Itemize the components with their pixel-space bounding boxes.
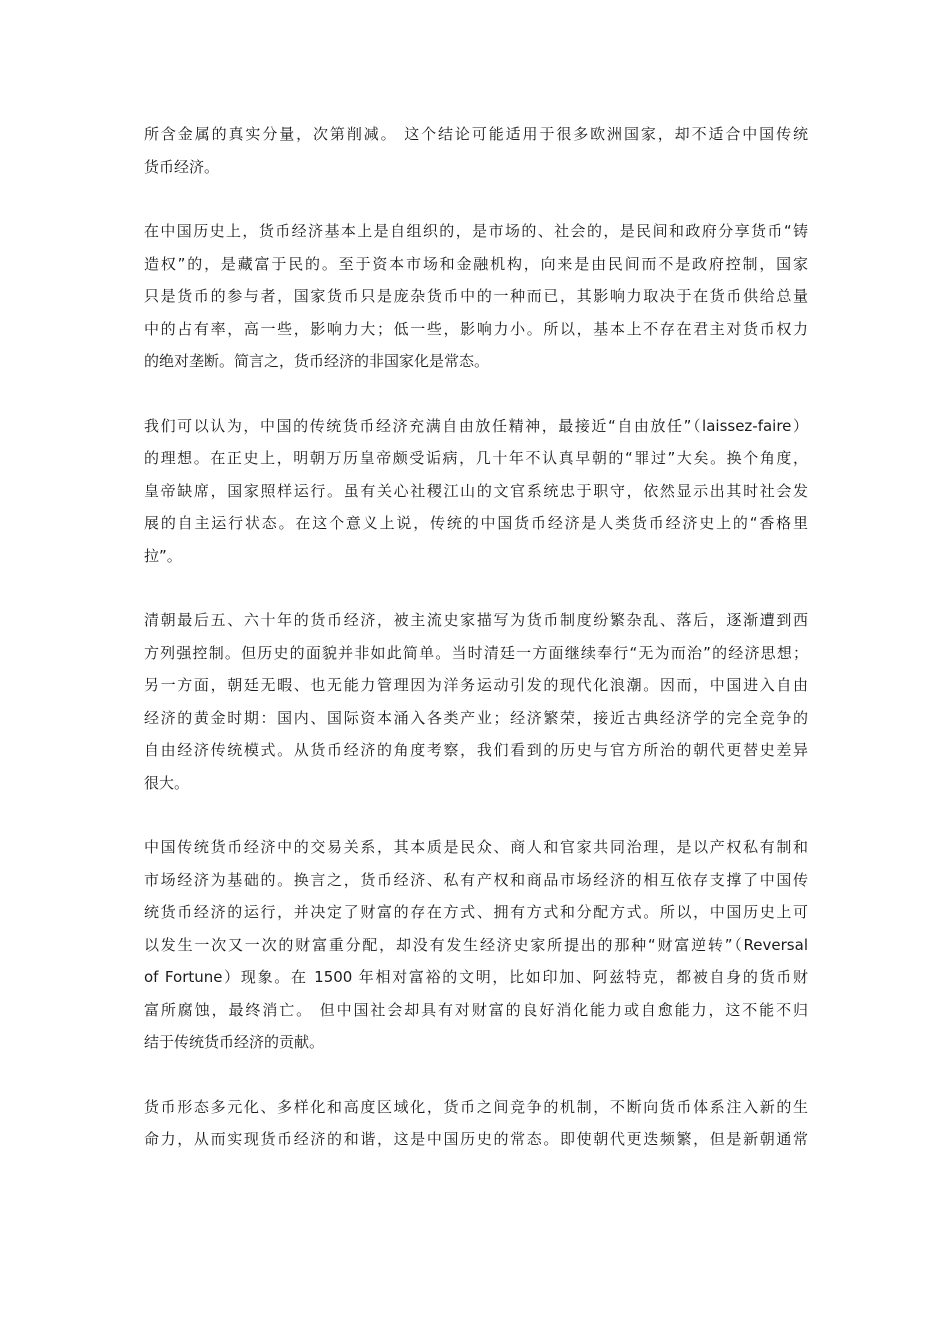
paragraph-6	[144, 1091, 808, 1156]
text-line: 拉”。	[144, 546, 182, 565]
text-line: 的理想。在正史上，明朝万历皇帝颇受诟病，几十年不认真早朝的“罪过”大矣。换个角度，	[144, 449, 808, 467]
text-line: 我们可以认为，中国的传统货币经济充满自由放任精神，最接近“自由放任”（laissez-faire）	[144, 416, 808, 435]
text-line: 造权”的，是藏富于民的。至于资本市场和金融机构，向来是由民间而不是政府控制，国家	[144, 254, 808, 273]
text-line: 清朝最后五、六十年的货币经济，被主流史家描写为货币制度纷繁杂乱、落后，逐渐遭到西	[144, 611, 808, 629]
text-line: 方列强控制。但历史的面貌并非如此简单。当时清廷一方面继续奉行“无为而治”的经济思想；	[144, 643, 808, 662]
text-line: 在中国历史上，货币经济基本上是自组织的，是市场的、社会的，是民间和政府分享货币“铸	[144, 222, 808, 240]
document-body	[144, 118, 808, 1188]
text-line: 自由经济传统模式。从货币经济的角度考察，我们看到的历史与官方所治的朝代更替史差异	[144, 741, 808, 759]
paragraph-5	[144, 831, 808, 1059]
paragraph-2	[144, 215, 808, 378]
text-line: 很大。	[144, 773, 190, 792]
paragraph-4	[144, 604, 808, 799]
text-line: 的绝对垄断。简言之，货币经济的非国家化是常态。	[144, 352, 490, 370]
text-line: 结于传统货币经济的贡献。	[144, 1033, 325, 1051]
paragraph-1	[144, 118, 808, 183]
paragraph-3	[144, 410, 808, 573]
text-line: 市场经济为基础的。换言之，货币经济、私有产权和商品市场经济的相互依存支撑了中国传	[144, 870, 808, 889]
text-line: of Fortune）现象。在 1500 年相对富裕的文明，比如印加、阿兹特克，都被自身的货币财	[144, 968, 808, 986]
text-line: 另一方面，朝廷无暇、也无能力管理因为洋务运动引发的现代化浪潮。因而，中国进入自由	[144, 676, 808, 694]
text-line: 富所腐蚀，最终消亡。 但中国社会却具有对财富的良好消化能力或自愈能力，这不能不归	[144, 1000, 808, 1019]
text-line: 以发生一次又一次的财富重分配，却没有发生经济史家所提出的那种“财富逆转”（Reversal	[144, 935, 808, 954]
text-line: 货币经济。	[144, 157, 220, 176]
text-line: 中的占有率，高一些，影响力大；低一些，影响力小。所以，基本上不存在君主对货币权力	[144, 319, 808, 338]
text-line: 货币形态多元化、多样化和高度区域化，货币之间竞争的机制，不断向货币体系注入新的生	[144, 1097, 808, 1116]
text-line: 命力，从而实现货币经济的和谐，这是中国历史的常态。即使朝代更迭频繁，但是新朝通常	[144, 1130, 808, 1148]
text-line: 展的自主运行状态。在这个意义上说，传统的中国货币经济是人类货币经济史上的“香格里	[144, 514, 808, 532]
text-line: 所含金属的真实分量，次第削减。 这个结论可能适用于很多欧洲国家，却不适合中国传统	[144, 125, 808, 143]
text-line: 统货币经济的运行，并决定了财富的存在方式、拥有方式和分配方式。所以，中国历史上可	[144, 903, 808, 921]
text-line: 中国传统货币经济中的交易关系，其本质是民众、商人和官家共同治理，是以产权私有制和	[144, 838, 808, 856]
text-line: 只是货币的参与者，国家货币只是庞杂货币中的一种而已，其影响力取决于在货币供给总量	[144, 287, 808, 305]
text-line: 经济的黄金时期：国内、国际资本涌入各类产业；经济繁荣，接近古典经济学的完全竞争的	[144, 708, 808, 727]
text-line: 皇帝缺席，国家照样运行。虽有关心社稷江山的文官系统忠于职守，依然显示出其时社会发	[144, 481, 808, 500]
